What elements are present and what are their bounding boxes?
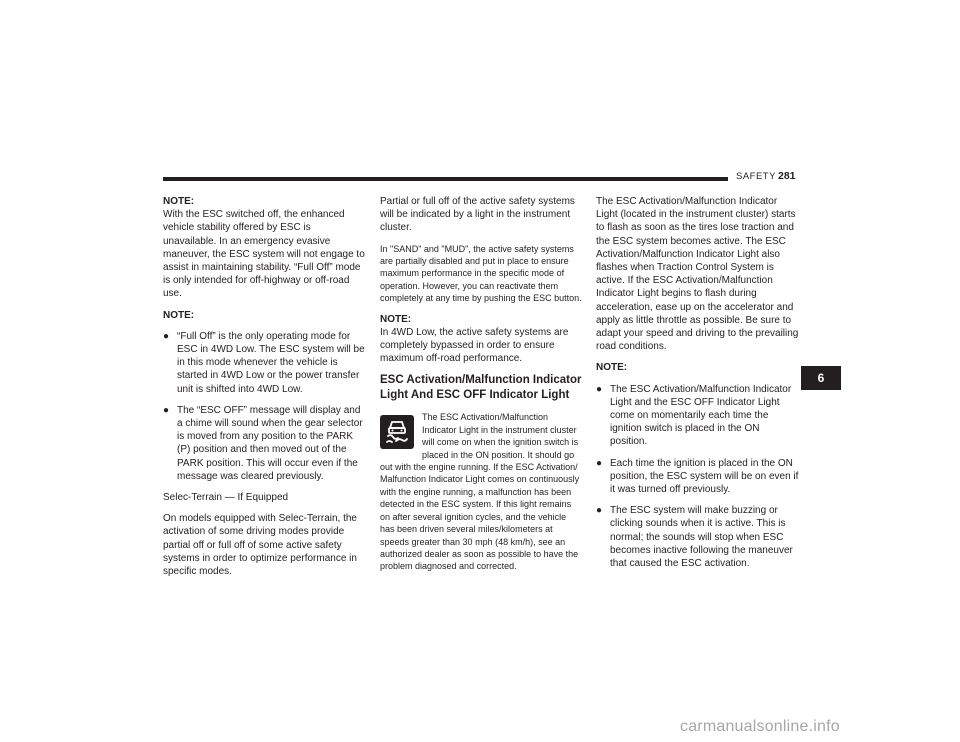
note-label: NOTE: (380, 313, 412, 325)
note-text: With the ESC switched off, the enhanced vehicle stability offered by ESC is unavailable. In an emergency evasive maneuver, the ESC system will not engage to assist in maintaining stability. “Full Off” mode is only intended for off-highway or off-road use. (163, 209, 365, 300)
column-1 (163, 195, 365, 586)
paragraph: On models equipped with Selec-Terrain, the activation of some driving modes provide partial off or full off of some active safety systems in order to optimize performance in specific modes. (163, 513, 357, 578)
list-item (163, 404, 365, 483)
bullet-icon: ● (163, 330, 170, 342)
list-item-text: The “ESC OFF” message will display and a chime will sound when the gear selector is moved from any position to the PARK (P) position and then moved out of the PARK position. This will occur even if the message was cleared previously. (177, 404, 363, 482)
header-section-title: SAFETY (736, 171, 776, 182)
list-item (596, 383, 799, 449)
bullet-icon: ● (596, 383, 603, 395)
indicator-text: The ESC Activation/Malfunction Indicator Light in the instrument cluster will come on when the ignition switch is placed in the ON position. It should go out with the engine running. If the ESC Activation/ Malfunction Indicator Light comes on continuously with the engine running, a malfunction has been detected in the ESC system. If this light remains on after several ignition cycles, and the vehicle has been driven several miles/kilometers at speeds greater than 30 mph (48 km/h), see an authorized dealer as soon as possible to have the problem diagnosed and corrected. (380, 412, 580, 572)
column-3 (596, 195, 799, 578)
list-item (596, 457, 799, 497)
list-item (163, 330, 365, 396)
list-item (596, 504, 799, 570)
paragraph: In "SAND" and "MUD", the active safety systems are partially disabled and put in place to ensure maximum performance in the specific mode of operation. However, you can reactivate them completely at any time by pushing the ESC button. (380, 243, 582, 304)
note-text: In 4WD Low, the active safety systems are completely bypassed in order to ensure maximum off-road performance. (380, 326, 569, 365)
header-rule (163, 177, 728, 181)
section-heading: ESC Activation/Malfunction Indicator Light And ESC OFF Indicator Light (380, 374, 582, 402)
indicator-description (380, 411, 582, 572)
bullet-list (163, 330, 365, 483)
bullet-icon: ● (596, 457, 603, 469)
bullet-list (596, 383, 799, 571)
note-block (380, 313, 582, 366)
note-label: NOTE: (596, 362, 628, 374)
esc-indicator-icon (380, 415, 414, 449)
paragraph: The ESC Activation/Malfunction Indicator Light (located in the instrument cluster) starts to flash as soon as the tires lose traction and the ESC system becomes active. The ESC Activation/Malfunction Indicator Light also flashes when Traction Control System is active. If the ESC Activation/Malfunction Indicator Light begins to flash during acceleration, ease up on the accelerator and apply as little throttle as possible. Be sure to adapt your speed and driving to the prevailing road conditions. (596, 196, 799, 353)
header-page-number: 281 (778, 170, 796, 182)
note-label: NOTE: (163, 309, 195, 321)
note-block (163, 195, 365, 301)
bullet-icon: ● (596, 505, 603, 517)
bullet-icon: ● (163, 404, 170, 416)
list-item-text: “Full Off” is the only operating mode for ESC in 4WD Low. The ESC system will be in this mode whenever the vehicle is started in 4WD Low or the power transfer unit is shifted into 4WD Low. (177, 330, 365, 395)
chapter-tab: 6 (801, 366, 841, 390)
list-item-text: Each time the ignition is placed in the ON position, the ESC system will be on even if it was turned off previously. (610, 457, 799, 496)
paragraph: Partial or full off of the active safety systems will be indicated by a light in the instrument cluster. (380, 196, 575, 234)
list-item-text: The ESC system will make buzzing or clicking sounds when it is active. This is normal; the sounds will stop when ESC becomes inactive following the maneuver that caused the ESC activation. (610, 505, 793, 570)
subheading: Selec-Terrain — If Equipped (163, 492, 289, 504)
column-2 (380, 195, 582, 573)
list-item-text: The ESC Activation/Malfunction Indicator Light and the ESC OFF Indicator Light come on momentarily each time the ignition switch is placed in the ON position. (610, 383, 792, 448)
note-label: NOTE: (163, 196, 195, 207)
watermark-text: carmanualsonline.info (680, 718, 840, 735)
esc-indicator-icon-glyph (384, 419, 410, 445)
